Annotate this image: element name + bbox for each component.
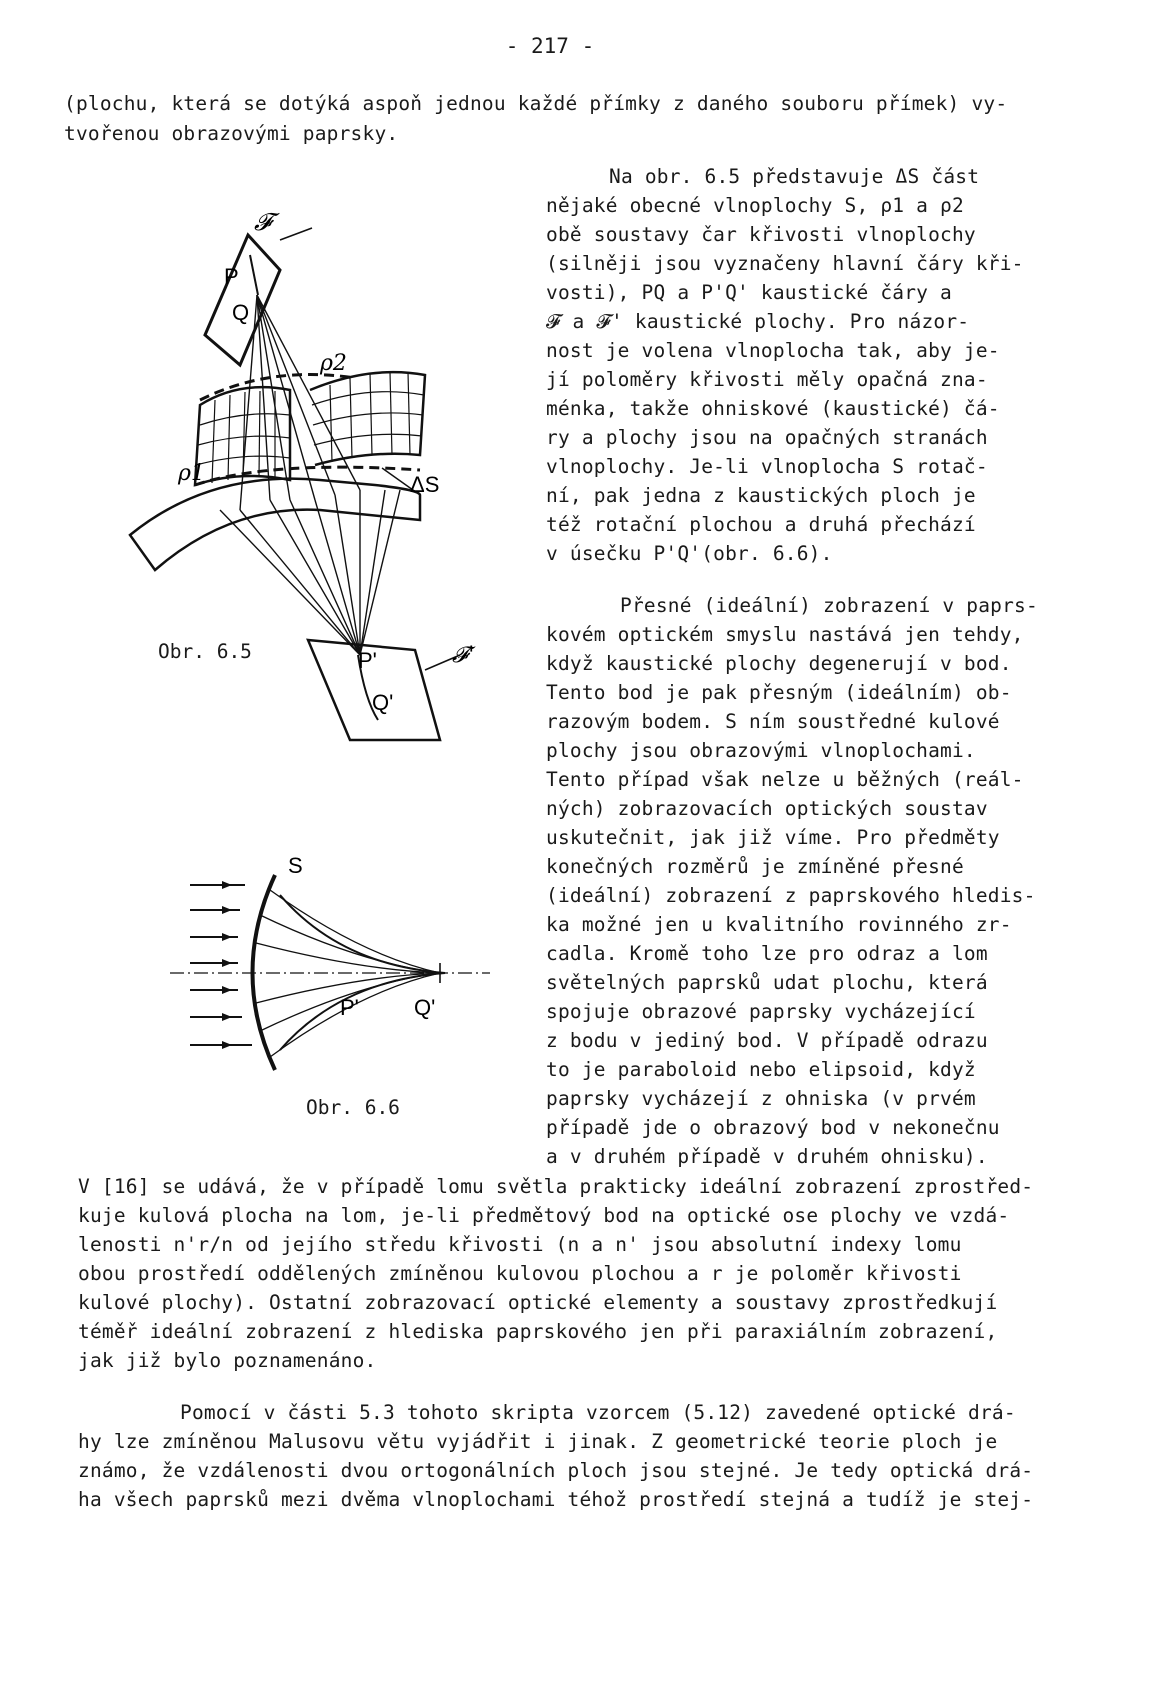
text-line: v úsečku P'Q'(obr. 6.6). xyxy=(546,542,833,565)
text-line: cadla. Kromě toho lze pro odraz a lom xyxy=(546,942,988,965)
text-line: Přesné (ideální) zobrazení v paprs- xyxy=(620,594,1038,617)
text-line: hy lze zmíněnou Malusovu větu vyjádřit i jinak. Z geometrické teorie ploch je xyxy=(78,1430,998,1453)
label-P: P xyxy=(224,264,239,289)
label-P-prime: P' xyxy=(340,995,359,1020)
text-line: paprsky vycházejí z ohniska (v prvém xyxy=(546,1087,976,1110)
text-line: plochy jsou obrazovými vlnoplochami. xyxy=(546,739,976,762)
label-F-prime: 𝓕' xyxy=(452,643,475,668)
label-Q-prime: Q' xyxy=(372,690,394,715)
text-line: obě soustavy čar křivosti vlnoplochy xyxy=(546,223,976,246)
intro-line-2: tvořenou obrazovými paprsky. xyxy=(64,122,399,145)
text-line: 𝓕 a 𝓕' kaustické plochy. Pro názor- xyxy=(546,310,970,333)
text-line: jí poloměry křivosti měly opačná zna- xyxy=(546,368,988,391)
text-line: též rotační plochou a druhá přechází xyxy=(546,513,976,536)
intro-line-1: (plochu, která se dotýká aspoň jednou každé přímky z daného souboru přímek) vy- xyxy=(64,92,1008,115)
text-line: to je paraboloid nebo elipsoid, když xyxy=(546,1058,976,1081)
text-line: kuje kulová plocha na lom, je-li předmětový bod na optické ose plochy ve vzdá- xyxy=(78,1204,1010,1227)
text-line: Tento případ však nelze u běžných (reál- xyxy=(546,768,1024,791)
text-line: ha všech paprsků mezi dvěma vlnoplochami téhož prostředí stejná a tudíž je stej- xyxy=(78,1488,1034,1511)
text-line: ménka, takže ohniskové (kaustické) čá- xyxy=(546,397,1000,420)
text-line: Na obr. 6.5 představuje ΔS část xyxy=(609,165,980,188)
text-line: spojuje obrazové paprsky vycházející xyxy=(546,1000,976,1023)
text-line: ných) zobrazovacích optických soustav xyxy=(546,797,988,820)
text-line: a v druhém případě v druhém ohnisku). xyxy=(546,1145,988,1168)
label-P-prime: P' xyxy=(358,648,377,673)
text-line: nost je volena vlnoplocha tak, aby je- xyxy=(546,339,1000,362)
figure-6-5 xyxy=(120,200,520,800)
label-rho2: ρ2 xyxy=(320,351,347,376)
figure-6-6 xyxy=(160,845,520,1075)
text-line: kovém optickém smyslu nastává jen tehdy, xyxy=(546,623,1024,646)
text-line: (silněji jsou vyznačeny hlavní čáry kři- xyxy=(546,252,1024,275)
text-line: Tento bod je pak přesným (ideálním) ob- xyxy=(546,681,1012,704)
text-line: uskutečnit, jak již víme. Pro předměty xyxy=(546,826,1000,849)
text-line: ka možné jen u kvalitního rovinného zr- xyxy=(546,913,1012,936)
text-line: Pomocí v části 5.3 tohoto skripta vzorcem (5.12) zavedené optické drá- xyxy=(180,1401,1016,1424)
text-line: nějaké obecné vlnoplochy S, ρ1 a ρ2 xyxy=(546,194,964,217)
label-rho1: ρ1 xyxy=(178,461,205,486)
text-line: světelných paprsků udat plochu, která xyxy=(546,971,988,994)
label-F: 𝓕 xyxy=(254,208,272,236)
text-line: když kaustické plochy degenerují v bod. xyxy=(546,652,1012,675)
text-line: téměř ideální zobrazení z hlediska paprskového jen při paraxiálním zobrazení, xyxy=(78,1320,998,1343)
text-line: z bodu v jediný bod. V případě odrazu xyxy=(546,1029,988,1052)
text-line: ry a plochy jsou na opačných stranách xyxy=(546,426,988,449)
label-S: S xyxy=(288,853,303,878)
text-line: ní, pak jedna z kaustických ploch je xyxy=(546,484,976,507)
label-Q: Q xyxy=(232,300,250,325)
label-Q-prime: Q' xyxy=(414,995,436,1020)
text-line: razovým bodem. S ním soustředné kulové xyxy=(546,710,1000,733)
text-line: lenosti n'r/n od jejího středu křivosti (n a n' jsou absolutní indexy lomu xyxy=(78,1233,962,1256)
page-number: - 217 - xyxy=(505,34,595,58)
text-line: konečných rozměrů je zmíněné přesné xyxy=(546,855,964,878)
text-line: známo, že vzdálenosti dvou ortogonálních ploch jsou stejné. Je tedy optická drá- xyxy=(78,1459,1034,1482)
text-line: vosti), PQ a P'Q' kaustické čáry a xyxy=(546,281,952,304)
caption-fig-6-5: Obr. 6.5 xyxy=(158,640,252,663)
text-line: kulové plochy). Ostatní zobrazovací optické elementy a soustavy zprostředkují xyxy=(78,1291,998,1314)
label-delta-S: ΔS xyxy=(410,472,440,497)
text-line: jak již bylo poznamenáno. xyxy=(78,1349,377,1372)
caption-fig-6-6: Obr. 6.6 xyxy=(306,1096,400,1119)
wavefront-band xyxy=(130,479,420,570)
text-line: obou prostředí oddělených zmíněnou kulovou plochou a r je poloměr křivosti xyxy=(78,1262,962,1285)
text-line: případě jde o obrazový bod v nekonečnu xyxy=(546,1116,1000,1139)
text-line: (ideální) zobrazení z paprskového hledis- xyxy=(546,884,1036,907)
text-line: vlnoplochy. Je-li vlnoplocha S rotač- xyxy=(546,455,988,478)
text-line: V [16] se udává, že v případě lomu světla prakticky ideální zobrazení zprostřed- xyxy=(78,1175,1034,1198)
